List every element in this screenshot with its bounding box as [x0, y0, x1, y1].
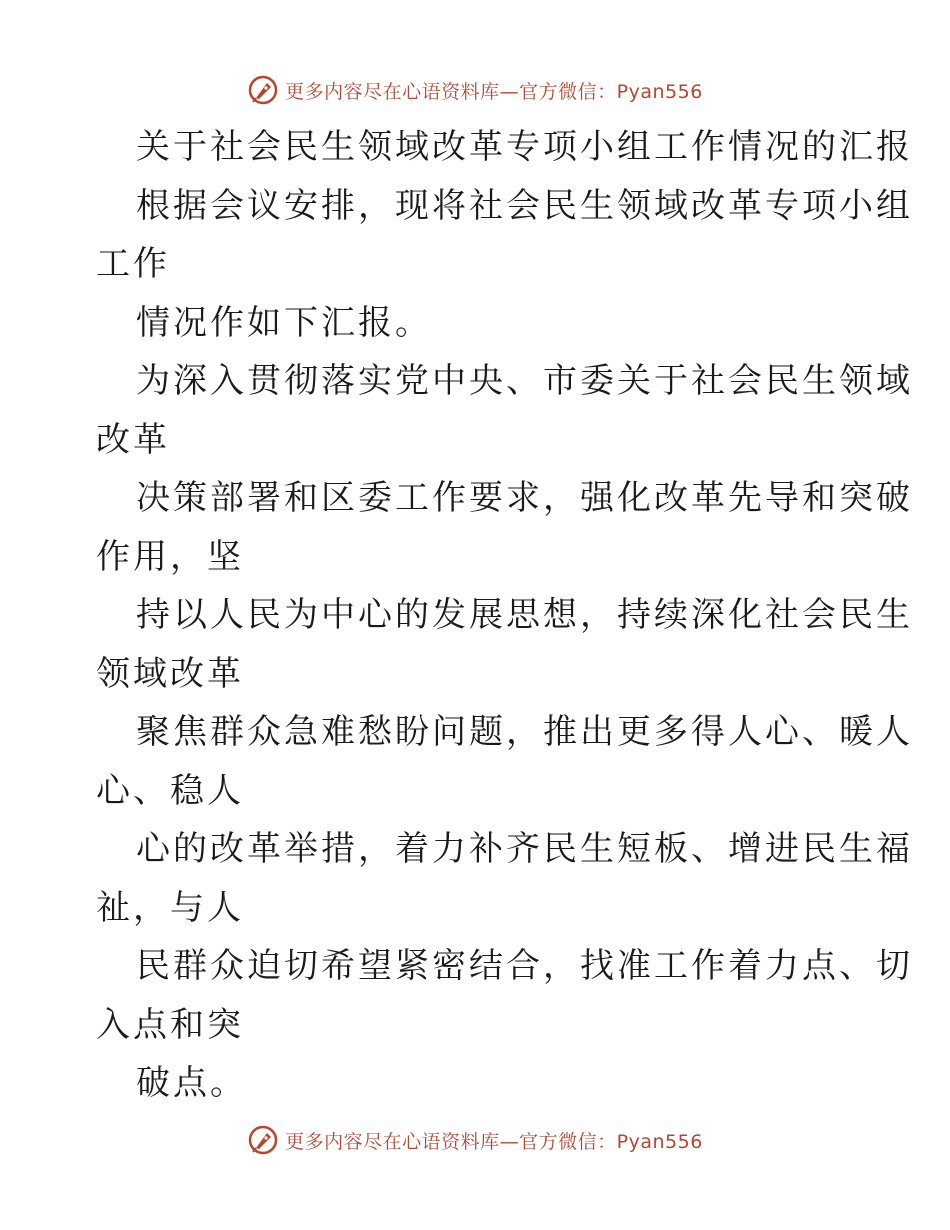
paragraph-line: 为深入贯彻落实党中央、市委关于社会民生领域	[136, 361, 913, 401]
pen-nib-circle-icon	[247, 74, 279, 106]
paragraph-line: 决策部署和区委工作要求，强化改革先导和突破	[136, 478, 913, 518]
paragraph-line: 祉，与人	[96, 887, 244, 928]
paragraph-line: 作用，坚	[96, 536, 244, 577]
footer-banner	[0, 1120, 950, 1160]
paragraph-line: 入点和突	[96, 1004, 244, 1045]
paragraph-line: 心的改革举措，着力补齐民生短板、增进民生福	[136, 829, 913, 869]
paragraph-line: 领域改革	[96, 653, 244, 694]
paragraph-line: 破点。	[136, 1063, 247, 1103]
paragraph-line: 根据会议安排，现将社会民生领域改革专项小组	[136, 185, 913, 226]
header-banner-text: 更多内容尽在心语资料库—官方微信：Pyan556	[285, 80, 703, 103]
pen-nib-circle-icon	[247, 1124, 279, 1156]
paragraph-line: 情况作如下汇报。	[136, 302, 432, 343]
paragraph-line: 工作	[96, 244, 170, 284]
document-body	[96, 118, 913, 1113]
header-banner	[0, 70, 950, 110]
paragraph-line: 心、稳人	[96, 770, 244, 811]
footer-banner-text: 更多内容尽在心语资料库—官方微信：Pyan556	[285, 1130, 703, 1153]
paragraph-line: 改革	[96, 419, 170, 460]
paragraph-line: 民群众迫切希望紧密结合，找准工作着力点、切	[136, 946, 913, 986]
document-title: 关于社会民生领域改革专项小组工作情况的汇报	[136, 127, 913, 167]
paragraph-line: 持以人民为中心的发展思想，持续深化社会民生	[136, 595, 913, 635]
paragraph-line: 聚焦群众急难愁盼问题，推出更多得人心、暖人	[136, 712, 913, 752]
